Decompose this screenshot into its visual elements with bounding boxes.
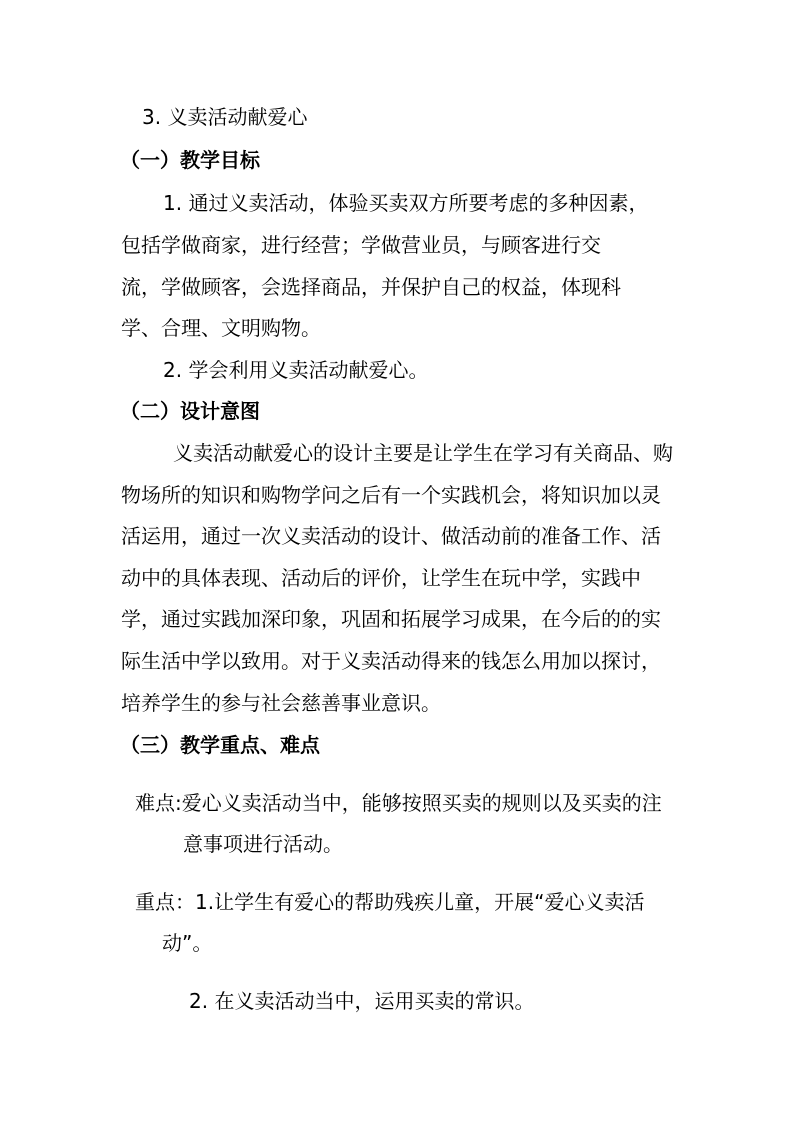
difficulty-line-2: 意事项进行活动。 [183, 832, 343, 856]
goal-item-1-line-2: 包括学做商家，进行经营；学做营业员，与顾客进行交 [121, 233, 601, 257]
focus-line-1: 重点：1.让学生有爱心的帮助残疾儿童，开展“爱心义卖活 [135, 890, 645, 914]
design-line-1: 义卖活动献爱心的设计主要是让学生在学习有关商品、购 [173, 441, 673, 465]
design-line-7: 培养学生的参与社会慈善事业意识。 [121, 691, 441, 715]
section-heading-goals: （一）教学目标 [120, 148, 260, 172]
design-line-2: 物场所的知识和购物学问之后有一个实践机会，将知识加以灵 [121, 483, 661, 507]
document-title: 3. 义卖活动献爱心 [142, 105, 308, 129]
design-line-4: 动中的具体表现、活动后的评价，让学生在玩中学，实践中 [121, 566, 641, 590]
goal-item-2: 2. 学会利用义卖活动献爱心。 [163, 358, 429, 382]
design-line-3: 活运用，通过一次义卖活动的设计、做活动前的准备工作、活 [121, 524, 661, 548]
goal-item-1-line-1: 1. 通过义卖活动，体验买卖双方所要考虑的多种因素， [163, 191, 649, 215]
goal-item-1-line-4: 学、合理、文明购物。 [121, 316, 321, 340]
section-heading-key-points: （三）教学重点、难点 [120, 733, 320, 757]
design-line-6: 际生活中学以致用。对于义卖活动得来的钱怎么用加以探讨， [121, 649, 661, 673]
design-line-5: 学，通过实践加深印象，巩固和拓展学习成果，在今后的的实 [121, 607, 661, 631]
difficulty-line-1: 难点:爱心义卖活动当中，能够按照买卖的规则以及买卖的注 [135, 791, 662, 815]
goal-item-1-line-3: 流，学做顾客，会选择商品，并保护自己的权益，体现科 [121, 275, 621, 299]
section-heading-design: （二）设计意图 [120, 399, 260, 423]
focus-line-2: 动”。 [162, 931, 213, 955]
focus-item-2: 2. 在义卖活动当中，运用买卖的常识。 [189, 989, 535, 1013]
